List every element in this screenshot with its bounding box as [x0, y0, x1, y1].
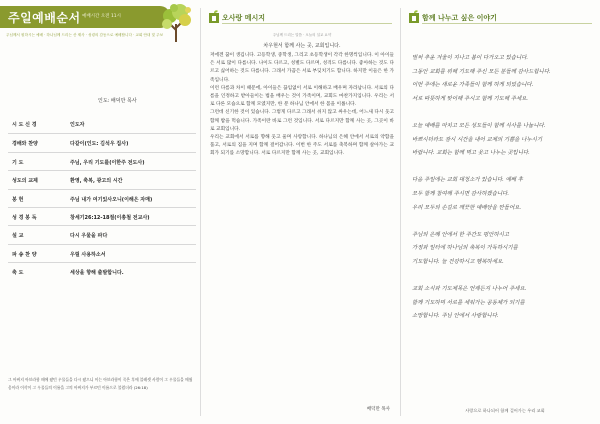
- order-content: 환영, 축복, 광고의 시간: [70, 178, 123, 185]
- order-row: [8, 225, 196, 243]
- order-label: 기 도: [12, 159, 24, 166]
- handwritten-note: [412, 52, 594, 324]
- message-paragraph: 우리는 교회에서 서로를 향해 웃고 울며 사랑합니다. 하나님의 은혜 안에서 서로의 약함을 품고, 서로의 짐을 지며 함께 걸어갑니다. 이번 한 주도 서로를 축복하며 함께 살아가는 교회가 되기를 소망합니다. 서로 다르지만 함께 사는 곳, 교회입니다.: [210, 135, 394, 157]
- order-row: [8, 189, 196, 207]
- note-line: 그동안 교회를 위해 기도해 주신 모든 분들께 감사드립니다.: [412, 68, 551, 75]
- message-header: [208, 10, 392, 24]
- order-row: [8, 152, 196, 170]
- order-label: 파 송 찬 양: [12, 251, 37, 258]
- worship-order-list: [8, 115, 196, 281]
- order-content: 다같이(인도: 김석우 집사): [70, 141, 129, 148]
- note-line: 주님의 은혜 안에서 한 주간도 평안하시고: [412, 231, 510, 238]
- note-line: 모두 함께 참여해 주시면 감사하겠습니다.: [412, 190, 510, 197]
- header-rule: [422, 23, 592, 24]
- order-row: [8, 170, 196, 188]
- order-label: 시 도 신 경: [12, 122, 37, 128]
- order-row: [8, 133, 196, 151]
- order-content: 인도자: [70, 122, 85, 128]
- note-line: 교회 소식과 기도제목은 언제든지 나누어 주세요.: [412, 286, 527, 293]
- order-content: 주님, 우리 기도를(이한주 전도사): [70, 159, 145, 166]
- order-label: 봉 헌: [12, 196, 24, 203]
- order-content: 세상을 향해 출발합니다.: [70, 270, 124, 277]
- order-label: 성 경 봉 독: [12, 214, 37, 221]
- note-line: 이번 주에는 새로운 가족들이 함께 하게 되었습니다.: [412, 82, 534, 89]
- message-paragraph: 이런 다름과 차이 때문에, 아이들은 끊임없이 서로 이해하고 배우며 자라납니다. 서로의 다름을 인정하고 받아들이는 법을 배우는 것이 가족이며, 교회도 마찬가지입니다. 우리는 서로 다른 모습으로 함께 모였지만, 한 분 하나님 안에서 한 몸을 이룹니다.: [210, 85, 394, 108]
- note-line: 다음 주일에는 교회 대청소가 있습니다. 예배 후: [412, 177, 523, 184]
- note-line: 가정과 일터에 하나님의 축복이 가득하시기를: [412, 245, 518, 252]
- worship-time: 예배시간 오전 11시: [82, 14, 122, 19]
- order-row: [8, 244, 196, 262]
- note-line: 기도합니다. 늘 건강하시고 행복하세요.: [412, 258, 504, 265]
- worship-order-title: 주일예배순서: [8, 11, 81, 25]
- order-label: 성도의 교제: [12, 178, 38, 185]
- order-row: [8, 115, 196, 133]
- note-line: 서로 따뜻하게 맞이해 주시고 함께 기도해 주세요.: [412, 95, 529, 102]
- message-paragraph: 그런데 신기한 것이 있습니다. 그렇게 다르고 그래서 쉬지 않고 싸우는데, 어느새 다시 웃고 함께 밥을 먹습니다. 가족이란 바로 그런 것입니다. 서로 다르지만 함께 사는 곳, 그곳이 바로 교회입니다.: [210, 110, 394, 132]
- note-line: 함께 기도하며 서로를 세워가는 공동체가 되기를: [412, 299, 525, 306]
- note-line: [412, 215, 594, 229]
- message-note: 주님께 드리는 말씀 · 오늘의 설교 요약: [272, 33, 332, 37]
- order-row: [8, 207, 196, 225]
- leaf-book-icon: [408, 10, 420, 24]
- order-content: 우릴 사용하소서: [70, 251, 106, 258]
- order-label: 축 도: [12, 270, 24, 277]
- order-label: 설 교: [12, 233, 24, 240]
- pastor-message-panel: [200, 0, 400, 424]
- service-leader: 인도: 배덕만 목사: [98, 98, 137, 104]
- header-rule: [222, 23, 392, 24]
- order-row: [8, 262, 196, 280]
- church-info: 주님께서 원하시는 예배 · 하나님께 드리는 산 제사 · 성령의 감동으로 예배합니다 · 교회 안내 및 주보: [6, 33, 164, 37]
- sharing-footer: 사랑으로 하나되어 함께 걸어가는 우리 교회: [465, 408, 545, 413]
- scripture-footnote: 그 아버지 아브라함 때에 팠던 우물들을 다시 팠으니 이는 아브라함이 죽은 후에 블레셋 사람이 그 우물들을 메웠음이라 이삭이 그 우물들의 이름을 그의 아버지가 부르던 이름으로 불렀더라 (26:18): [8, 377, 193, 390]
- order-content: 주님 내가 여기있사오니(이해은 자매): [70, 196, 153, 203]
- note-line: 벌써 추운 겨울이 지나고 봄이 다가오고 있습니다.: [412, 55, 529, 61]
- note-line: 소망합니다. 주님 안에서 사랑합니다.: [412, 313, 499, 320]
- sharing-title: 함께 나누고 싶은 이야기: [422, 14, 497, 22]
- message-title: 오사랑 메시지: [222, 14, 266, 22]
- order-label: 경배와 찬양: [12, 141, 38, 148]
- note-line: [412, 106, 594, 120]
- note-line: 우리 모두의 손길로 깨끗한 예배당을 만들어요.: [412, 204, 522, 211]
- worship-order-panel: [0, 0, 200, 424]
- message-topic: 차우현서 함께 사는 곳, 교회입니다.: [263, 43, 341, 49]
- message-paragraph: 저에겐 꿈이 생깁니다. 고등학생, 중학생, 그리고 초등학생이 각각 한명씩입니다. 이 아이들은 서로 많이 다릅니다. 나이도 다르고, 성별도 다르며, 성격도 다릅니다. 좋아하는 것도 다르고 싫어하는 것도 다릅니다. 그래서 가끔은 서로 부딪치기도 합니다. 하지만 이들은 한 가족입니다.: [210, 53, 394, 83]
- note-line: 바랍니다. 교회는 함께 먹고 웃고 나누는 곳입니다.: [412, 150, 530, 157]
- note-line: [412, 161, 594, 175]
- note-line: 오늘 예배를 마치고 모든 성도들이 함께 식사를 나눕니다.: [412, 122, 546, 129]
- order-content: 창세기26:12-18절(이총철 전교사): [70, 214, 150, 221]
- note-line: [412, 270, 594, 284]
- order-content: 다시 우물을 파다: [70, 233, 108, 240]
- sharing-header: [408, 10, 592, 24]
- leaf-book-icon: [208, 10, 220, 24]
- pastor-signature: 배덕만 목사: [366, 407, 390, 412]
- note-line: 바쁘시더라도 잠시 시간을 내어 교제의 기쁨을 나누시기: [412, 136, 543, 143]
- message-body: [210, 52, 394, 159]
